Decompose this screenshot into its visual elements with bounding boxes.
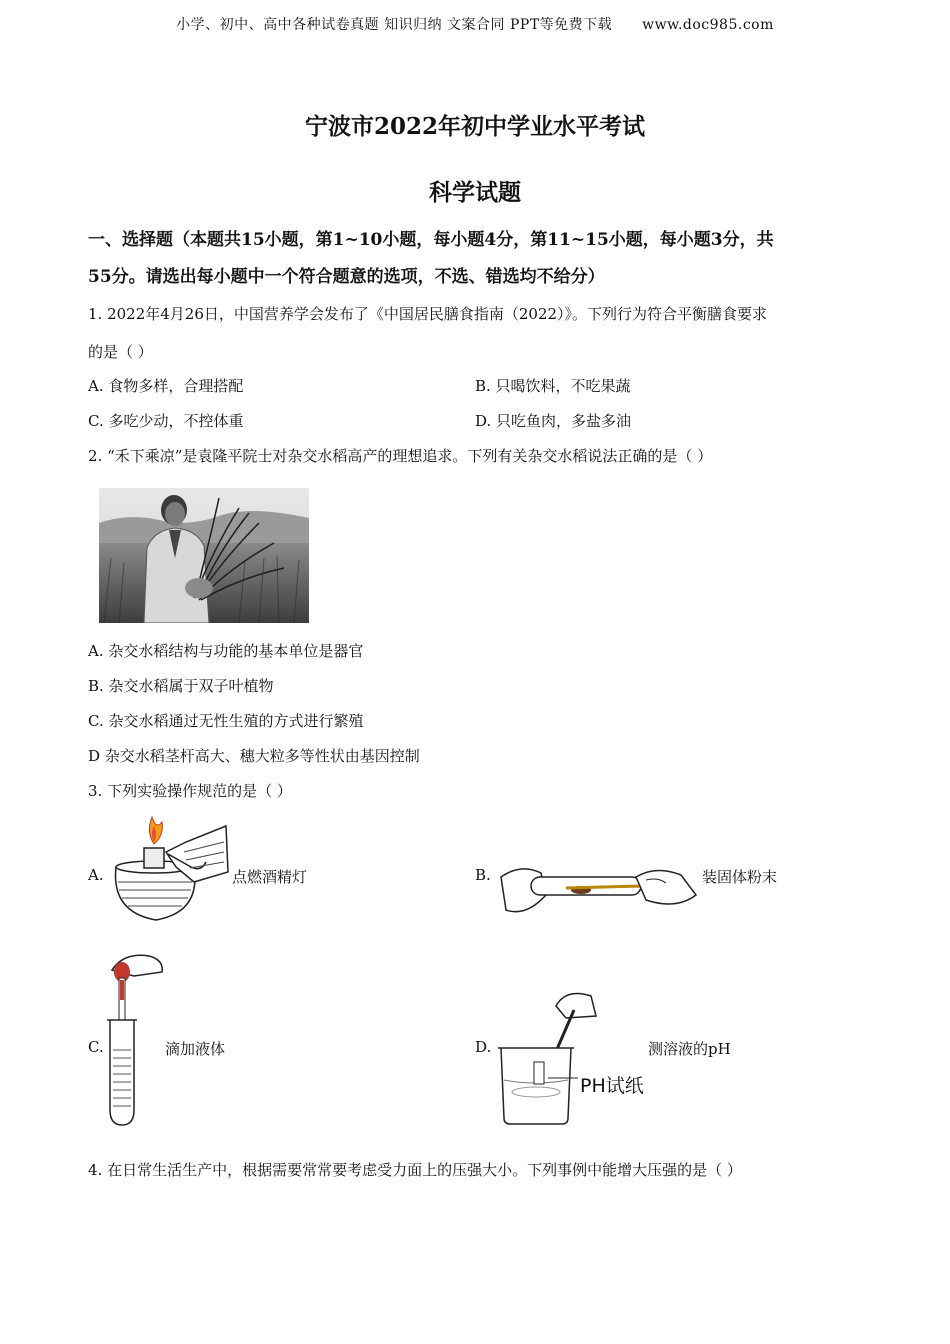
q2-option-a: A. 杂交水稻结构与功能的基本单位是器官 [88, 642, 364, 660]
q3-option-c-letter: C. [88, 1038, 104, 1056]
section-heading-line2: 55分。请选出每小题中一个符合题意的选项，不选、错选均不给分） [88, 267, 605, 287]
rice-field-photo [99, 488, 309, 623]
dropper-test-tube-figure [104, 950, 169, 1130]
header-text: 小学、初中、高中各种试卷真题 知识归纳 文案合同 PPT等免费下载 [176, 17, 613, 33]
exam-subtitle: 科学试题 [429, 179, 521, 206]
q3-option-a-letter: A. [88, 866, 104, 884]
ph-paper-label: PH试纸 [580, 1075, 644, 1097]
q3-option-b-letter: B. [475, 866, 491, 884]
q3-option-d-caption: 测溶液的pH [648, 1040, 731, 1058]
q3-option-c-caption: 滴加液体 [165, 1040, 226, 1058]
q1-option-c: C. 多吃少动，不控体重 [88, 412, 244, 430]
powder-test-tube-figure [496, 855, 701, 925]
q1-option-d: D. 只吃鱼肉，多盐多油 [475, 412, 632, 430]
ph-test-beaker-figure [496, 988, 656, 1128]
q1-stem-line2: 的是（ ） [88, 343, 153, 361]
header-site[interactable]: www.doc985.com [642, 17, 774, 33]
q1-option-a: A. 食物多样，合理搭配 [88, 377, 244, 395]
q2-option-d: D 杂交水稻茎杆高大、穗大粒多等性状由基因控制 [88, 747, 420, 765]
q1-option-b: B. 只喝饮料，不吃果蔬 [475, 377, 631, 395]
q1-stem-line1: 1. 2022年4月26日，中国营养学会发布了《中国居民膳食指南（2022）》。下列行为符合平衡膳食要求 [88, 305, 768, 323]
q3-option-d-letter: D. [475, 1038, 492, 1056]
q2-option-c: C. 杂交水稻通过无性生殖的方式进行繁殖 [88, 712, 364, 730]
q2-option-b: B. 杂交水稻属于双子叶植物 [88, 677, 274, 695]
q3-option-b-caption: 装固体粉末 [702, 868, 778, 886]
q2-stem: 2. “禾下乘凉”是袁隆平院士对杂交水稻高产的理想追求。下列有关杂交水稻说法正确的是（ ） [88, 447, 713, 465]
section-heading-line1: 一、选择题（本题共15小题，第1~10小题，每小题4分，第11~15小题，每小题3分，共 [88, 230, 774, 250]
page-header [0, 14, 950, 34]
exam-title: 宁波市2022年初中学业水平考试 [304, 113, 645, 140]
alcohol-lamp-lighting-figure [106, 812, 231, 924]
q4-stem: 4. 在日常生活生产中，根据需要常常要考虑受力面上的压强大小。下列事例中能增大压强的是（ ） [88, 1161, 742, 1179]
q3-option-a-caption: 点燃酒精灯 [232, 868, 308, 886]
q3-stem: 3. 下列实验操作规范的是（ ） [88, 782, 292, 800]
